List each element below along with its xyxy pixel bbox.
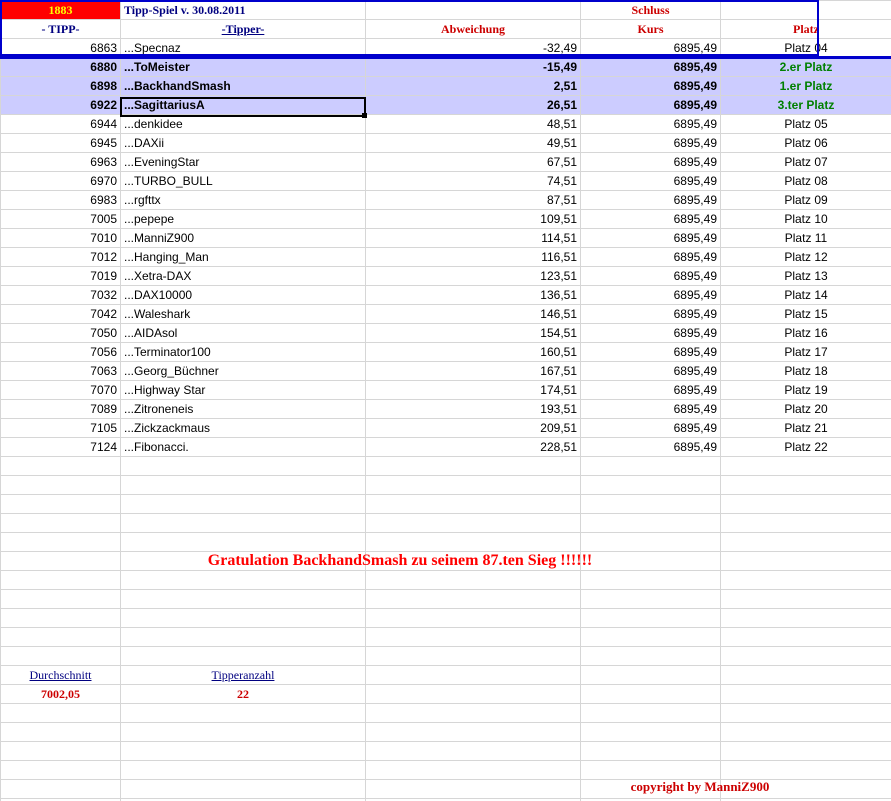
cell-platz: Platz 08: [721, 172, 891, 191]
empty-cell: [366, 761, 581, 780]
cell-tipp: 7032: [1, 286, 121, 305]
cell-abweichung: 136,51: [366, 286, 581, 305]
empty-cell: [581, 685, 721, 704]
empty-cell: [366, 647, 581, 666]
cell-tipp: 6922: [1, 96, 121, 115]
empty-cell: [1, 476, 121, 495]
cell-tipper: ...Zickzackmaus: [121, 419, 366, 438]
empty-cell: [121, 495, 366, 514]
footer-label-row[interactable]: [1, 666, 891, 685]
cell-tipp: 7042: [1, 305, 121, 324]
empty-cell: [581, 533, 721, 552]
empty-cell: [721, 628, 891, 647]
cell-kurs: 6895,49: [581, 419, 721, 438]
cell-kurs: 6895,49: [581, 362, 721, 381]
cell-abweichung: 154,51: [366, 324, 581, 343]
empty-cell: [581, 457, 721, 476]
empty-cell: [1, 590, 121, 609]
empty-cell: [581, 514, 721, 533]
cell-tipper: ...Highway Star: [121, 381, 366, 400]
cell-tipp: 6944: [1, 115, 121, 134]
cell-tipper: ...Specnaz: [121, 39, 366, 58]
empty-cell: [721, 761, 891, 780]
cell-kurs: 6895,49: [581, 381, 721, 400]
empty-cell: [366, 780, 581, 799]
empty-cell: [581, 723, 721, 742]
empty-cell: [581, 761, 721, 780]
empty-row[interactable]: [1, 533, 891, 552]
cell-kurs: 6895,49: [581, 305, 721, 324]
cell-kurs: 6895,49: [581, 343, 721, 362]
empty-cell: [721, 609, 891, 628]
empty-cell: [1, 552, 121, 571]
empty-row[interactable]: [1, 761, 891, 780]
cell-platz: 1.er Platz: [721, 77, 891, 96]
empty-cell: [121, 457, 366, 476]
col-header-platz: Platz: [721, 20, 891, 39]
empty-cell: [121, 609, 366, 628]
cell-platz: Platz 22: [721, 438, 891, 457]
empty-cell: [1, 628, 121, 647]
cell-tipp: 7070: [1, 381, 121, 400]
empty-row[interactable]: [1, 780, 891, 799]
cell-platz: Platz 06: [721, 134, 891, 153]
empty-cell: [121, 514, 366, 533]
cell-platz: Platz 19: [721, 381, 891, 400]
cell-kurs: 6895,49: [581, 286, 721, 305]
empty-cell: [366, 495, 581, 514]
cell-kurs: 6895,49: [581, 229, 721, 248]
table-row[interactable]: [1, 267, 891, 286]
cell-kurs: 6895,49: [581, 248, 721, 267]
cell-tipper: ...SagittariusA: [121, 96, 366, 115]
cell-tipper: ...denkidee: [121, 115, 366, 134]
empty-row[interactable]: [1, 647, 891, 666]
empty-cell: [581, 590, 721, 609]
col-header-tipper: -Tipper-: [121, 20, 366, 39]
empty-cell: [366, 742, 581, 761]
empty-cell: [366, 571, 581, 590]
empty-cell: [721, 647, 891, 666]
tipperanzahl-label: Tipperanzahl: [121, 666, 366, 685]
cell-tipper: ...Terminator100: [121, 343, 366, 362]
table-row[interactable]: [1, 153, 891, 172]
empty-cell: [1, 533, 121, 552]
cell-platz: Platz 14: [721, 286, 891, 305]
cell-tipp: 7124: [1, 438, 121, 457]
cell-abweichung: 49,51: [366, 134, 581, 153]
cell-platz: 2.er Platz: [721, 58, 891, 77]
empty-cell: [121, 476, 366, 495]
cell-tipp: 7056: [1, 343, 121, 362]
empty-cell: [581, 609, 721, 628]
cell-tipp: 7005: [1, 210, 121, 229]
empty-cell: [121, 780, 366, 799]
cell-abweichung: 74,51: [366, 172, 581, 191]
column-header-row: [1, 20, 891, 39]
cell-abweichung: 2,51: [366, 77, 581, 96]
cell-platz: Platz 11: [721, 229, 891, 248]
cell-kurs: 6895,49: [581, 210, 721, 229]
empty-row[interactable]: [1, 476, 891, 495]
table-row[interactable]: [1, 210, 891, 229]
table-body: [1, 1, 891, 801]
empty-cell: [366, 533, 581, 552]
empty-cell: [721, 704, 891, 723]
empty-cell: [721, 780, 891, 799]
table-row[interactable]: [1, 229, 891, 248]
empty-row[interactable]: [1, 590, 891, 609]
cell-abweichung: 146,51: [366, 305, 581, 324]
empty-cell: [121, 552, 366, 571]
cell-platz: 3.ter Platz: [721, 96, 891, 115]
cell-platz: Platz 09: [721, 191, 891, 210]
game-title: Tipp-Spiel v. 30.08.2011: [121, 1, 366, 20]
cell-platz: Platz 05: [721, 115, 891, 134]
cell-tipper: ...Zitroneneis: [121, 400, 366, 419]
table-row[interactable]: [1, 248, 891, 267]
empty-cell: [721, 476, 891, 495]
cell-tipper: ...TURBO_BULL: [121, 172, 366, 191]
empty-cell: [1, 609, 121, 628]
empty-cell: [1, 457, 121, 476]
table-row[interactable]: [1, 191, 891, 210]
cell-platz: Platz 10: [721, 210, 891, 229]
empty-row[interactable]: [1, 514, 891, 533]
cell-tipper: ...rgfttx: [121, 191, 366, 210]
durchschnitt-value: 7002,05: [1, 685, 121, 704]
cell-kurs: 6895,49: [581, 267, 721, 286]
empty-cell: [366, 590, 581, 609]
cell-tipper: ...EveningStar: [121, 153, 366, 172]
table-row[interactable]: [1, 58, 891, 77]
cell-tipp: 7012: [1, 248, 121, 267]
empty-cell: [121, 571, 366, 590]
empty-cell: [366, 552, 581, 571]
table-row[interactable]: [1, 343, 891, 362]
empty-row[interactable]: [1, 457, 891, 476]
cell-kurs: 6895,49: [581, 153, 721, 172]
empty-cell: [581, 571, 721, 590]
cell-kurs: 6895,49: [581, 134, 721, 153]
empty-cell: [581, 647, 721, 666]
empty-cell: [721, 742, 891, 761]
table-row[interactable]: [1, 419, 891, 438]
empty-cell: [721, 514, 891, 533]
cell-tipp: 6983: [1, 191, 121, 210]
empty-cell: [366, 609, 581, 628]
cell-tipper: ...DAXii: [121, 134, 366, 153]
cell-abweichung: 114,51: [366, 229, 581, 248]
cell-abweichung: 26,51: [366, 96, 581, 115]
cell-kurs: 6895,49: [581, 96, 721, 115]
empty-row[interactable]: [1, 552, 891, 571]
empty-cell: [121, 723, 366, 742]
cell-platz: Platz 12: [721, 248, 891, 267]
cell-platz: Platz 17: [721, 343, 891, 362]
empty-cell: [1, 761, 121, 780]
table-row[interactable]: [1, 172, 891, 191]
cell-kurs: 6895,49: [581, 191, 721, 210]
cell-platz: Platz 13: [721, 267, 891, 286]
cell-tipper: ...AIDAsol: [121, 324, 366, 343]
footer-value-row[interactable]: [1, 685, 891, 704]
cell-abweichung: 167,51: [366, 362, 581, 381]
empty-cell: [1, 723, 121, 742]
empty-cell: [581, 628, 721, 647]
table-row[interactable]: [1, 438, 891, 457]
empty-cell: [581, 666, 721, 685]
cell-kurs: 6895,49: [581, 115, 721, 134]
cell-tipp: 6970: [1, 172, 121, 191]
schluss-label: Schluss: [581, 1, 721, 20]
cell-tipper: ...Fibonacci.: [121, 438, 366, 457]
tipperanzahl-value: 22: [121, 685, 366, 704]
cell-tipp: 7063: [1, 362, 121, 381]
empty-cell: [1, 780, 121, 799]
cell-tipper: ...DAX10000: [121, 286, 366, 305]
empty-cell: [366, 666, 581, 685]
cell-tipp: 7050: [1, 324, 121, 343]
cell-tipper: ...Hanging_Man: [121, 248, 366, 267]
cell-platz: Platz 20: [721, 400, 891, 419]
empty-cell: [121, 704, 366, 723]
empty-cell: [1, 704, 121, 723]
header-spacer-cell-2: [721, 1, 891, 20]
congratulation-text: Gratulation BackhandSmash zu seinem 87.ten Sieg !!!!!!: [207, 552, 593, 569]
congrats-row[interactable]: [1, 571, 891, 590]
empty-cell: [121, 628, 366, 647]
empty-cell: [581, 476, 721, 495]
empty-cell: [721, 457, 891, 476]
cell-tipper: ...ToMeister: [121, 58, 366, 77]
cell-kurs: 6895,49: [581, 58, 721, 77]
cell-kurs: 6895,49: [581, 324, 721, 343]
table-row[interactable]: [1, 286, 891, 305]
empty-row[interactable]: [1, 628, 891, 647]
cell-platz: Platz 16: [721, 324, 891, 343]
cell-abweichung: 87,51: [366, 191, 581, 210]
cell-platz: Platz 15: [721, 305, 891, 324]
table-row[interactable]: [1, 96, 891, 115]
empty-row[interactable]: [1, 704, 891, 723]
empty-row[interactable]: [1, 609, 891, 628]
table-row[interactable]: [1, 305, 891, 324]
cell-tipper: ...Xetra-DAX: [121, 267, 366, 286]
empty-cell: [366, 514, 581, 533]
table-row[interactable]: [1, 77, 891, 96]
cell-abweichung: 109,51: [366, 210, 581, 229]
empty-cell: [721, 590, 891, 609]
col-header-kurs: Kurs: [581, 20, 721, 39]
cell-tipp: 6963: [1, 153, 121, 172]
cell-abweichung: 67,51: [366, 153, 581, 172]
cell-tipper: ...Georg_Büchner: [121, 362, 366, 381]
empty-row[interactable]: [1, 723, 891, 742]
cell-abweichung: 193,51: [366, 400, 581, 419]
cell-tipp: 7089: [1, 400, 121, 419]
empty-row[interactable]: [1, 742, 891, 761]
cell-abweichung: -32,49: [366, 39, 581, 58]
cell-platz: Platz 18: [721, 362, 891, 381]
table-row[interactable]: [1, 381, 891, 400]
cell-abweichung: 174,51: [366, 381, 581, 400]
empty-cell: [721, 552, 891, 571]
empty-cell: [1, 742, 121, 761]
cell-tipper: ...Waleshark: [121, 305, 366, 324]
cell-kurs: 6895,49: [581, 77, 721, 96]
table-row[interactable]: [1, 115, 891, 134]
empty-cell: [121, 761, 366, 780]
cell-tipp: 6945: [1, 134, 121, 153]
empty-cell: [121, 533, 366, 552]
cell-platz: Platz 07: [721, 153, 891, 172]
cell-platz: Platz 04: [721, 39, 891, 58]
cell-tipp: 6880: [1, 58, 121, 77]
empty-cell: [581, 742, 721, 761]
cell-abweichung: 160,51: [366, 343, 581, 362]
cell-abweichung: 116,51: [366, 248, 581, 267]
table-row[interactable]: [1, 362, 891, 381]
cell-abweichung: 123,51: [366, 267, 581, 286]
empty-cell: [581, 495, 721, 514]
cell-tipp: 6863: [1, 39, 121, 58]
header-row: [1, 1, 891, 20]
cell-kurs: 6895,49: [581, 172, 721, 191]
empty-cell: [1, 514, 121, 533]
empty-cell: [721, 533, 891, 552]
table-row[interactable]: [1, 324, 891, 343]
table-row[interactable]: [1, 134, 891, 153]
empty-cell: [1, 647, 121, 666]
empty-cell: [366, 685, 581, 704]
col-header-abweichung: Abweichung: [366, 20, 581, 39]
cell-platz: Platz 21: [721, 419, 891, 438]
empty-cell: [1, 571, 121, 590]
table-row[interactable]: [1, 400, 891, 419]
cell-kurs: 6895,49: [581, 39, 721, 58]
empty-cell: [121, 742, 366, 761]
empty-cell: [581, 704, 721, 723]
cell-kurs: 6895,49: [581, 438, 721, 457]
empty-cell: [366, 628, 581, 647]
sheet-title: 1883: [1, 1, 121, 20]
empty-cell: [121, 590, 366, 609]
empty-cell: [721, 571, 891, 590]
cell-tipp: 7010: [1, 229, 121, 248]
cell-kurs: 6895,49: [581, 400, 721, 419]
col-header-tipp: - TIPP-: [1, 20, 121, 39]
empty-cell: [366, 723, 581, 742]
header-spacer-cell: [366, 1, 581, 20]
empty-cell: [366, 704, 581, 723]
cell-tipper: ...pepepe: [121, 210, 366, 229]
empty-cell: [581, 552, 721, 571]
empty-row[interactable]: [1, 495, 891, 514]
cell-abweichung: 48,51: [366, 115, 581, 134]
durchschnitt-label: Durchschnitt: [1, 666, 121, 685]
empty-cell: [721, 495, 891, 514]
cell-tipp: 7019: [1, 267, 121, 286]
empty-cell: [366, 457, 581, 476]
cell-abweichung: 209,51: [366, 419, 581, 438]
empty-cell: [721, 723, 891, 742]
empty-cell: [721, 685, 891, 704]
cell-tipper: ...ManniZ900: [121, 229, 366, 248]
empty-cell: [121, 647, 366, 666]
cell-tipp: 7105: [1, 419, 121, 438]
cell-abweichung: -15,49: [366, 58, 581, 77]
table-row[interactable]: [1, 39, 891, 58]
copyright-text: copyright by ManniZ900: [630, 779, 770, 794]
cell-abweichung: 228,51: [366, 438, 581, 457]
empty-cell: [1, 495, 121, 514]
empty-cell: [721, 666, 891, 685]
empty-cell: [581, 780, 721, 799]
cell-tipper: ...BackhandSmash: [121, 77, 366, 96]
empty-cell: [366, 476, 581, 495]
cell-tipp: 6898: [1, 77, 121, 96]
